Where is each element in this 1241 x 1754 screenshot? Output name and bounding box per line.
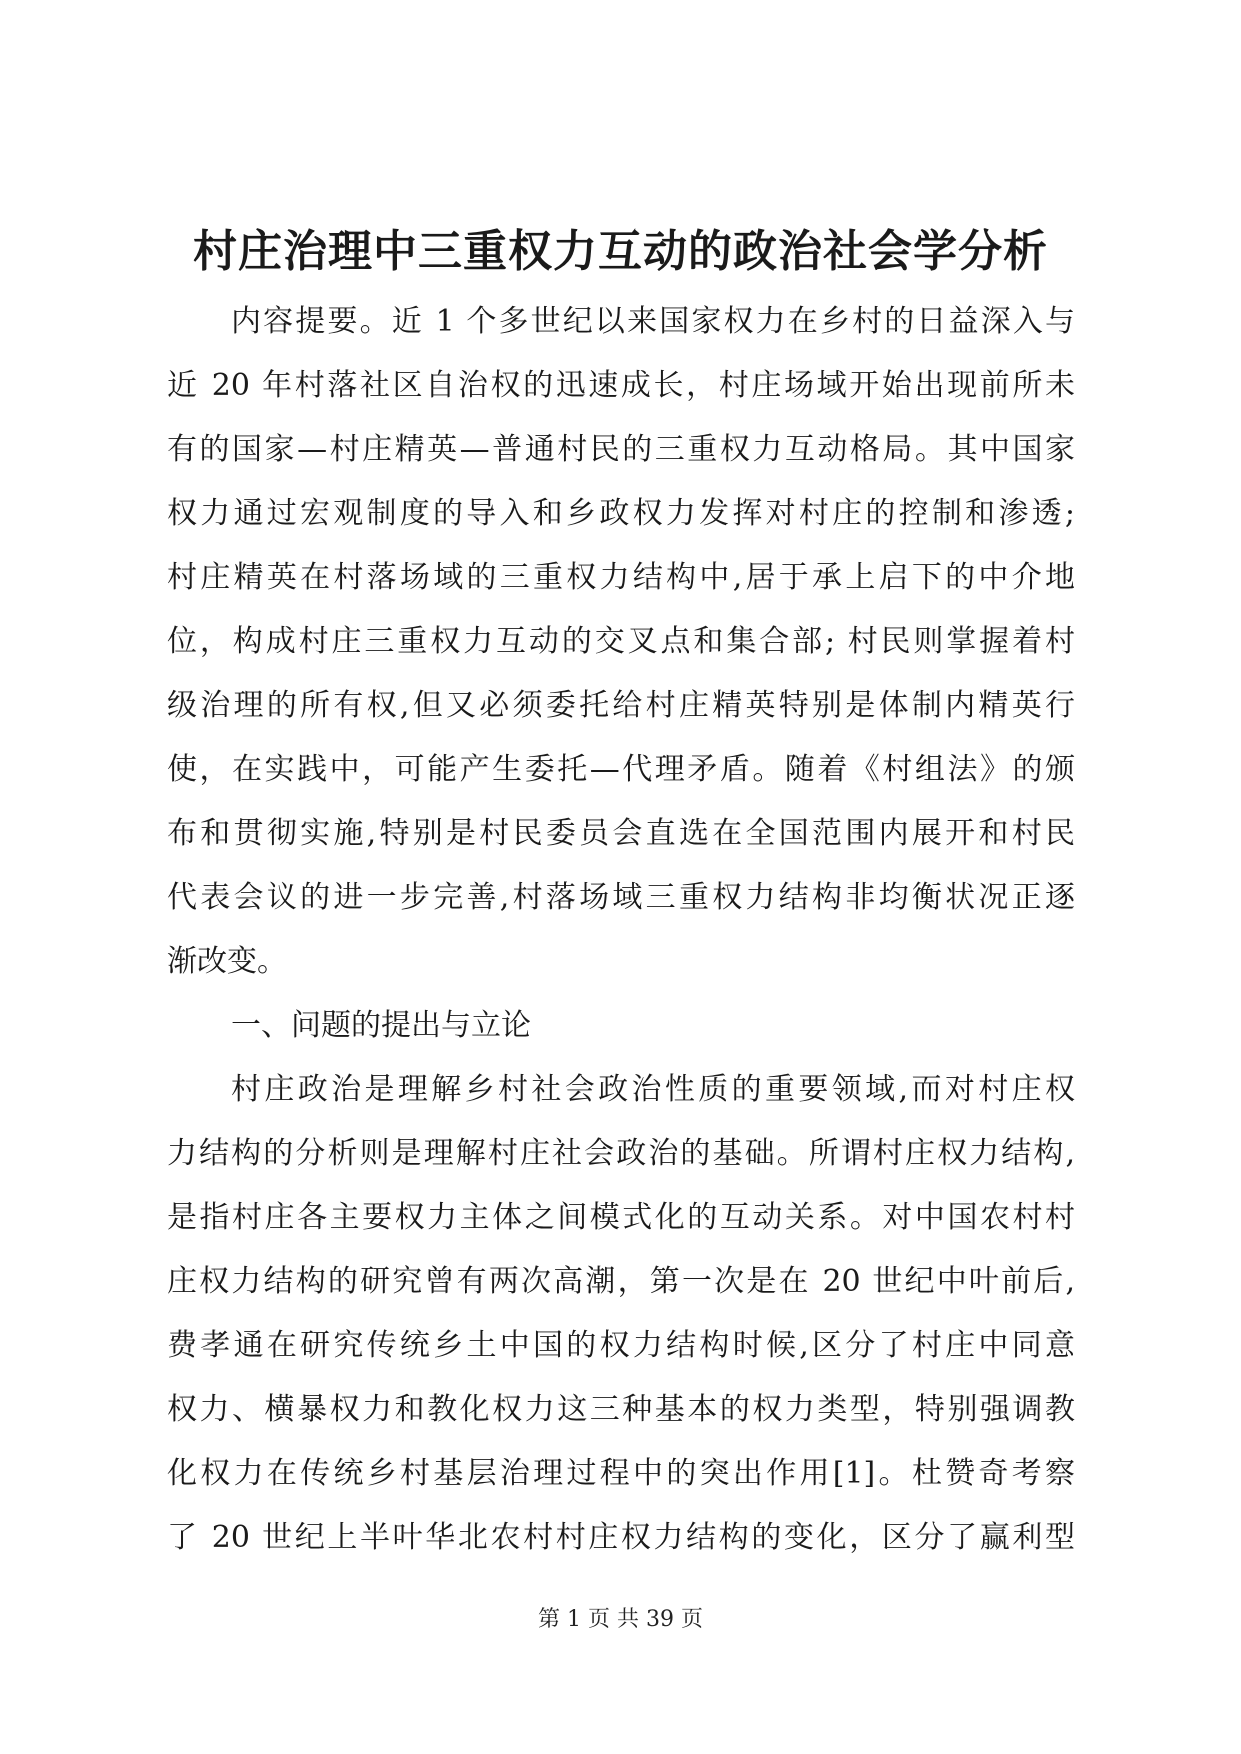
body-line: 村庄精英在村落场域的三重权力结构中,居于承上启下的中介地: [167, 560, 1075, 595]
body-line: 近 20 年村落社区自治权的迅速成长，村庄场域开始出现前所未: [167, 368, 1075, 403]
body-line: 位，构成村庄三重权力互动的交叉点和集合部; 村民则掌握着村: [167, 624, 1075, 659]
document-body: [167, 290, 1075, 1570]
body-line: 布和贯彻实施,特别是村民委员会直选在全国范围内展开和村民: [167, 816, 1075, 851]
body-line: 了 20 世纪上半叶华北农村村庄权力结构的变化，区分了赢利型: [167, 1520, 1075, 1555]
body-line: 是指村庄各主要权力主体之间模式化的互动关系。对中国农村村: [167, 1200, 1075, 1235]
body-line: 代表会议的进一步完善,村落场域三重权力结构非均衡状况正逐: [167, 880, 1075, 915]
body-line: 权力、横暴权力和教化权力这三种基本的权力类型，特别强调教: [167, 1392, 1075, 1427]
body-line: 使，在实践中，可能产生委托—代理矛盾。随着《村组法》的颁: [167, 752, 1075, 787]
document-title: 村庄治理中三重权力互动的政治社会学分析: [193, 226, 1048, 277]
section-heading: 一、问题的提出与立论: [231, 1008, 531, 1043]
body-line: 化权力在传统乡村基层治理过程中的突出作用[1]。杜赞奇考察: [167, 1456, 1075, 1491]
body-line: 级治理的所有权,但又必须委托给村庄精英特别是体制内精英行: [167, 688, 1075, 723]
body-line: 村庄政治是理解乡村社会政治性质的重要领域,而对村庄权: [231, 1072, 1075, 1107]
body-line: 力结构的分析则是理解村庄社会政治的基础。所谓村庄权力结构,: [167, 1136, 1075, 1171]
body-line: 权力通过宏观制度的导入和乡政权力发挥对村庄的控制和渗透;: [167, 496, 1075, 531]
page-footer: 第 1 页 共 39 页: [538, 1607, 703, 1632]
body-line: 内容提要。近 1 个多世纪以来国家权力在乡村的日益深入与: [231, 304, 1075, 339]
body-line: 渐改变。: [167, 944, 287, 979]
body-line: 费孝通在研究传统乡土中国的权力结构时候,区分了村庄中同意: [167, 1328, 1075, 1363]
body-line: 有的国家—村庄精英—普通村民的三重权力互动格局。其中国家: [167, 432, 1075, 467]
body-line: 庄权力结构的研究曾有两次高潮，第一次是在 20 世纪中叶前后,: [167, 1264, 1075, 1299]
